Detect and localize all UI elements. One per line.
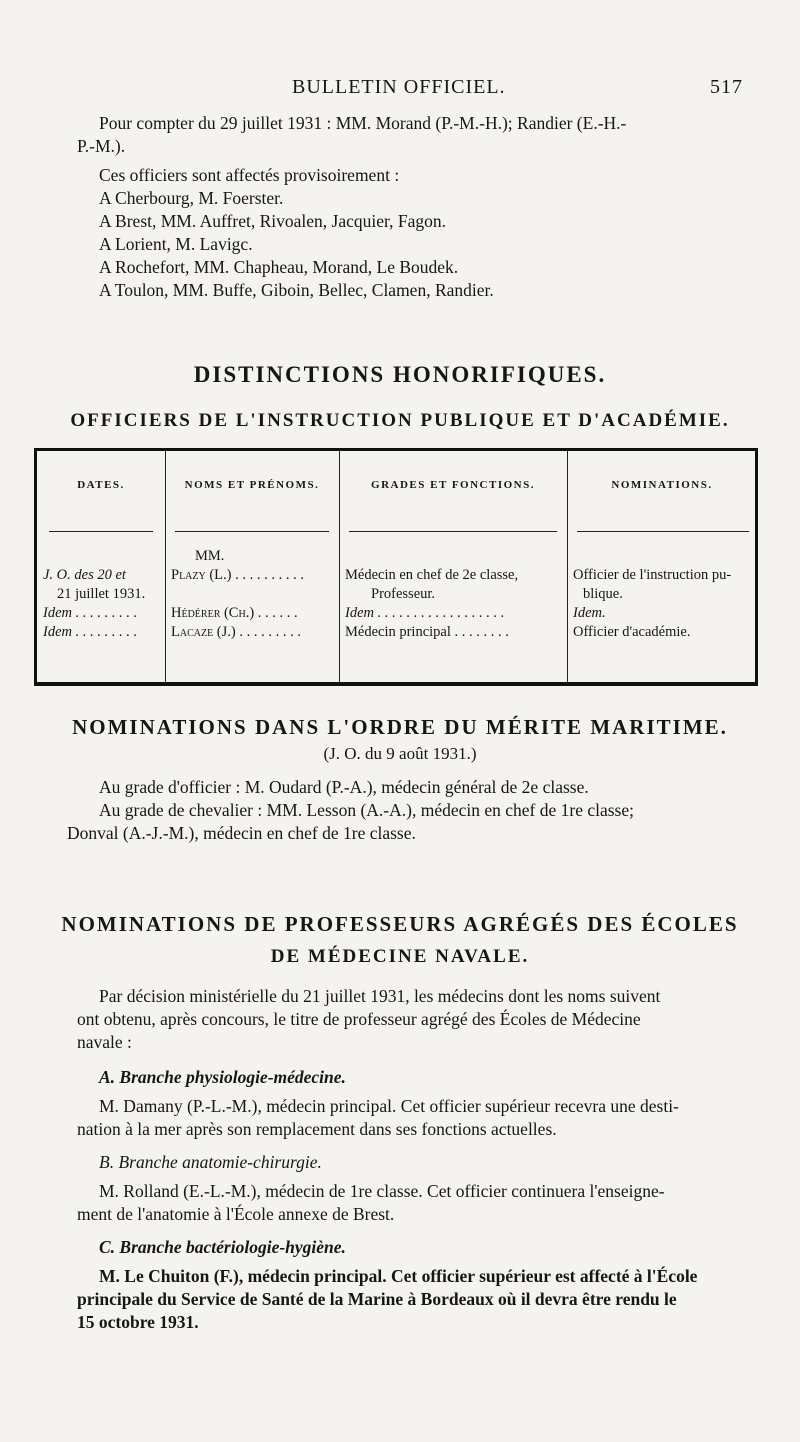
bulletin-title: BULLETIN OFFICIEL.: [292, 76, 506, 98]
table-header-dates: DATES.: [77, 479, 125, 491]
merite-heading: NOMINATIONS DANS L'ORDRE DU MÉRITE MARITIME.: [72, 715, 728, 739]
decision-line: ont obtenu, après concours, le titre de professeur agrégé des Écoles de Médecine: [77, 1009, 641, 1029]
intro-line-2: P.-M.).: [77, 136, 126, 156]
table-cell: 21 juillet 1931.: [57, 586, 146, 602]
merite-date: (J. O. du 9 août 1931.): [323, 744, 477, 763]
header-rule: [577, 531, 749, 532]
table-header-nominations: NOMINATIONS.: [611, 479, 713, 491]
table-cell: Idem . . . . . . . . . . . . . . . . . .: [345, 605, 505, 621]
branch-a-text: M. Damany (P.-L.-M.), médecin principal. Cet officier supérieur recevra une desti-: [99, 1096, 679, 1116]
assignment-line: A Toulon, MM. Buffe, Giboin, Bellec, Clamen, Randier.: [99, 280, 494, 300]
table-cell: J. O. des 20 et: [43, 567, 126, 583]
header-rule: [349, 531, 557, 532]
merite-line-3: Donval (A.-J.-M.), médecin en chef de 1re classe.: [67, 823, 416, 843]
table-cell: Médecin principal . . . . . . . .: [345, 624, 509, 640]
table-cell: Idem . . . . . . . . .: [43, 624, 138, 640]
table-header-names: NOMS ET PRÉNOMS.: [184, 479, 320, 491]
table-cell: Médecin en chef de 2e classe,: [345, 567, 519, 583]
assignment-line: A Cherbourg, M. Foerster.: [99, 188, 284, 208]
table-cell: Idem.: [573, 605, 606, 621]
intro-line-1: Pour compter du 29 juillet 1931 : MM. Morand (P.-M.-H.); Randier (E.-H.-: [99, 113, 627, 133]
intro-section: [77, 112, 737, 302]
table-cell: Professeur.: [371, 586, 436, 602]
honors-table: [34, 448, 758, 686]
branch-c-text: 15 octobre 1931.: [77, 1312, 199, 1332]
table-cell: Lacaze (J.) . . . . . . . . .: [171, 624, 301, 640]
branch-b-text: ment de l'anatomie à l'École annexe de Brest.: [77, 1204, 395, 1224]
table-cell: [573, 547, 757, 566]
table-cell: Officier de l'instruction pu-: [573, 567, 732, 583]
assignment-line: A Lorient, M. Lavigc.: [99, 234, 253, 254]
column-names: [171, 547, 337, 642]
branch-c-text: principale du Service de Santé de la Marine à Bordeaux où il devra être rendu le: [77, 1289, 677, 1309]
table-cell: Hédérer (Ch.) . . . . . .: [171, 605, 298, 621]
merite-line-1: Au grade d'officier : M. Oudard (P.-A.), médecin général de 2e classe.: [99, 777, 589, 797]
branch-b-text: M. Rolland (E.-L.-M.), médecin de 1re classe. Cet officier continuera l'enseigne-: [99, 1181, 665, 1201]
table-cell: [43, 547, 163, 566]
decision-line: navale :: [77, 1032, 132, 1052]
table-cell: Plazy (L.) . . . . . . . . . .: [171, 567, 304, 583]
intro-line-3: Ces officiers sont affectés provisoirement :: [99, 165, 400, 185]
running-header: [0, 76, 800, 106]
professeurs-heading-2: DE MÉDECINE NAVALE.: [270, 946, 530, 967]
table-cell: blique.: [583, 586, 623, 602]
column-grades: [345, 547, 565, 642]
assignment-line: A Rochefort, MM. Chapheau, Morand, Le Boudek.: [99, 257, 459, 277]
table-header-grades: GRADES ET FONCTIONS.: [371, 479, 535, 491]
distinctions-subheading: OFFICIERS DE L'INSTRUCTION PUBLIQUE ET D'ACADÉMIE.: [70, 410, 730, 431]
page-number: 517: [710, 76, 743, 98]
table-cell: [345, 547, 565, 566]
branch-c-label: C. Branche bactériologie-hygiène.: [99, 1237, 346, 1257]
table-cell: MM.: [195, 548, 225, 564]
header-rule: [175, 531, 329, 532]
branch-a-text: nation à la mer après son remplacement dans ses fonctions actuelles.: [77, 1119, 557, 1139]
professeurs-heading: NOMINATIONS DE PROFESSEURS AGRÉGÉS DES ÉCOLES: [61, 912, 739, 936]
branch-a-label: A. Branche physiologie-médecine.: [99, 1067, 346, 1087]
column-nominations: [573, 547, 757, 642]
branch-c-text: M. Le Chuiton (F.), médecin principal. Cet officier supérieur est affecté à l'École: [99, 1266, 698, 1286]
merite-line-2: Au grade de chevalier : MM. Lesson (A.-A.), médecin en chef de 1re classe;: [99, 800, 634, 820]
assignment-line: A Brest, MM. Auffret, Rivoalen, Jacquier, Fagon.: [99, 211, 446, 231]
header-rule: [49, 531, 153, 532]
table-cell: Idem . . . . . . . . .: [43, 605, 138, 621]
column-dates: [43, 547, 163, 642]
decision-line: Par décision ministérielle du 21 juillet 1931, les médecins dont les noms suivent: [99, 986, 661, 1006]
merite-section: [67, 776, 737, 845]
branch-b-label: B. Branche anatomie-chirurgie.: [99, 1152, 322, 1172]
distinctions-heading: DISTINCTIONS HONORIFIQUES.: [193, 362, 607, 387]
professeurs-section: [77, 985, 737, 1334]
table-cell: Officier d'académie.: [573, 624, 691, 640]
table-cell: [171, 585, 337, 604]
